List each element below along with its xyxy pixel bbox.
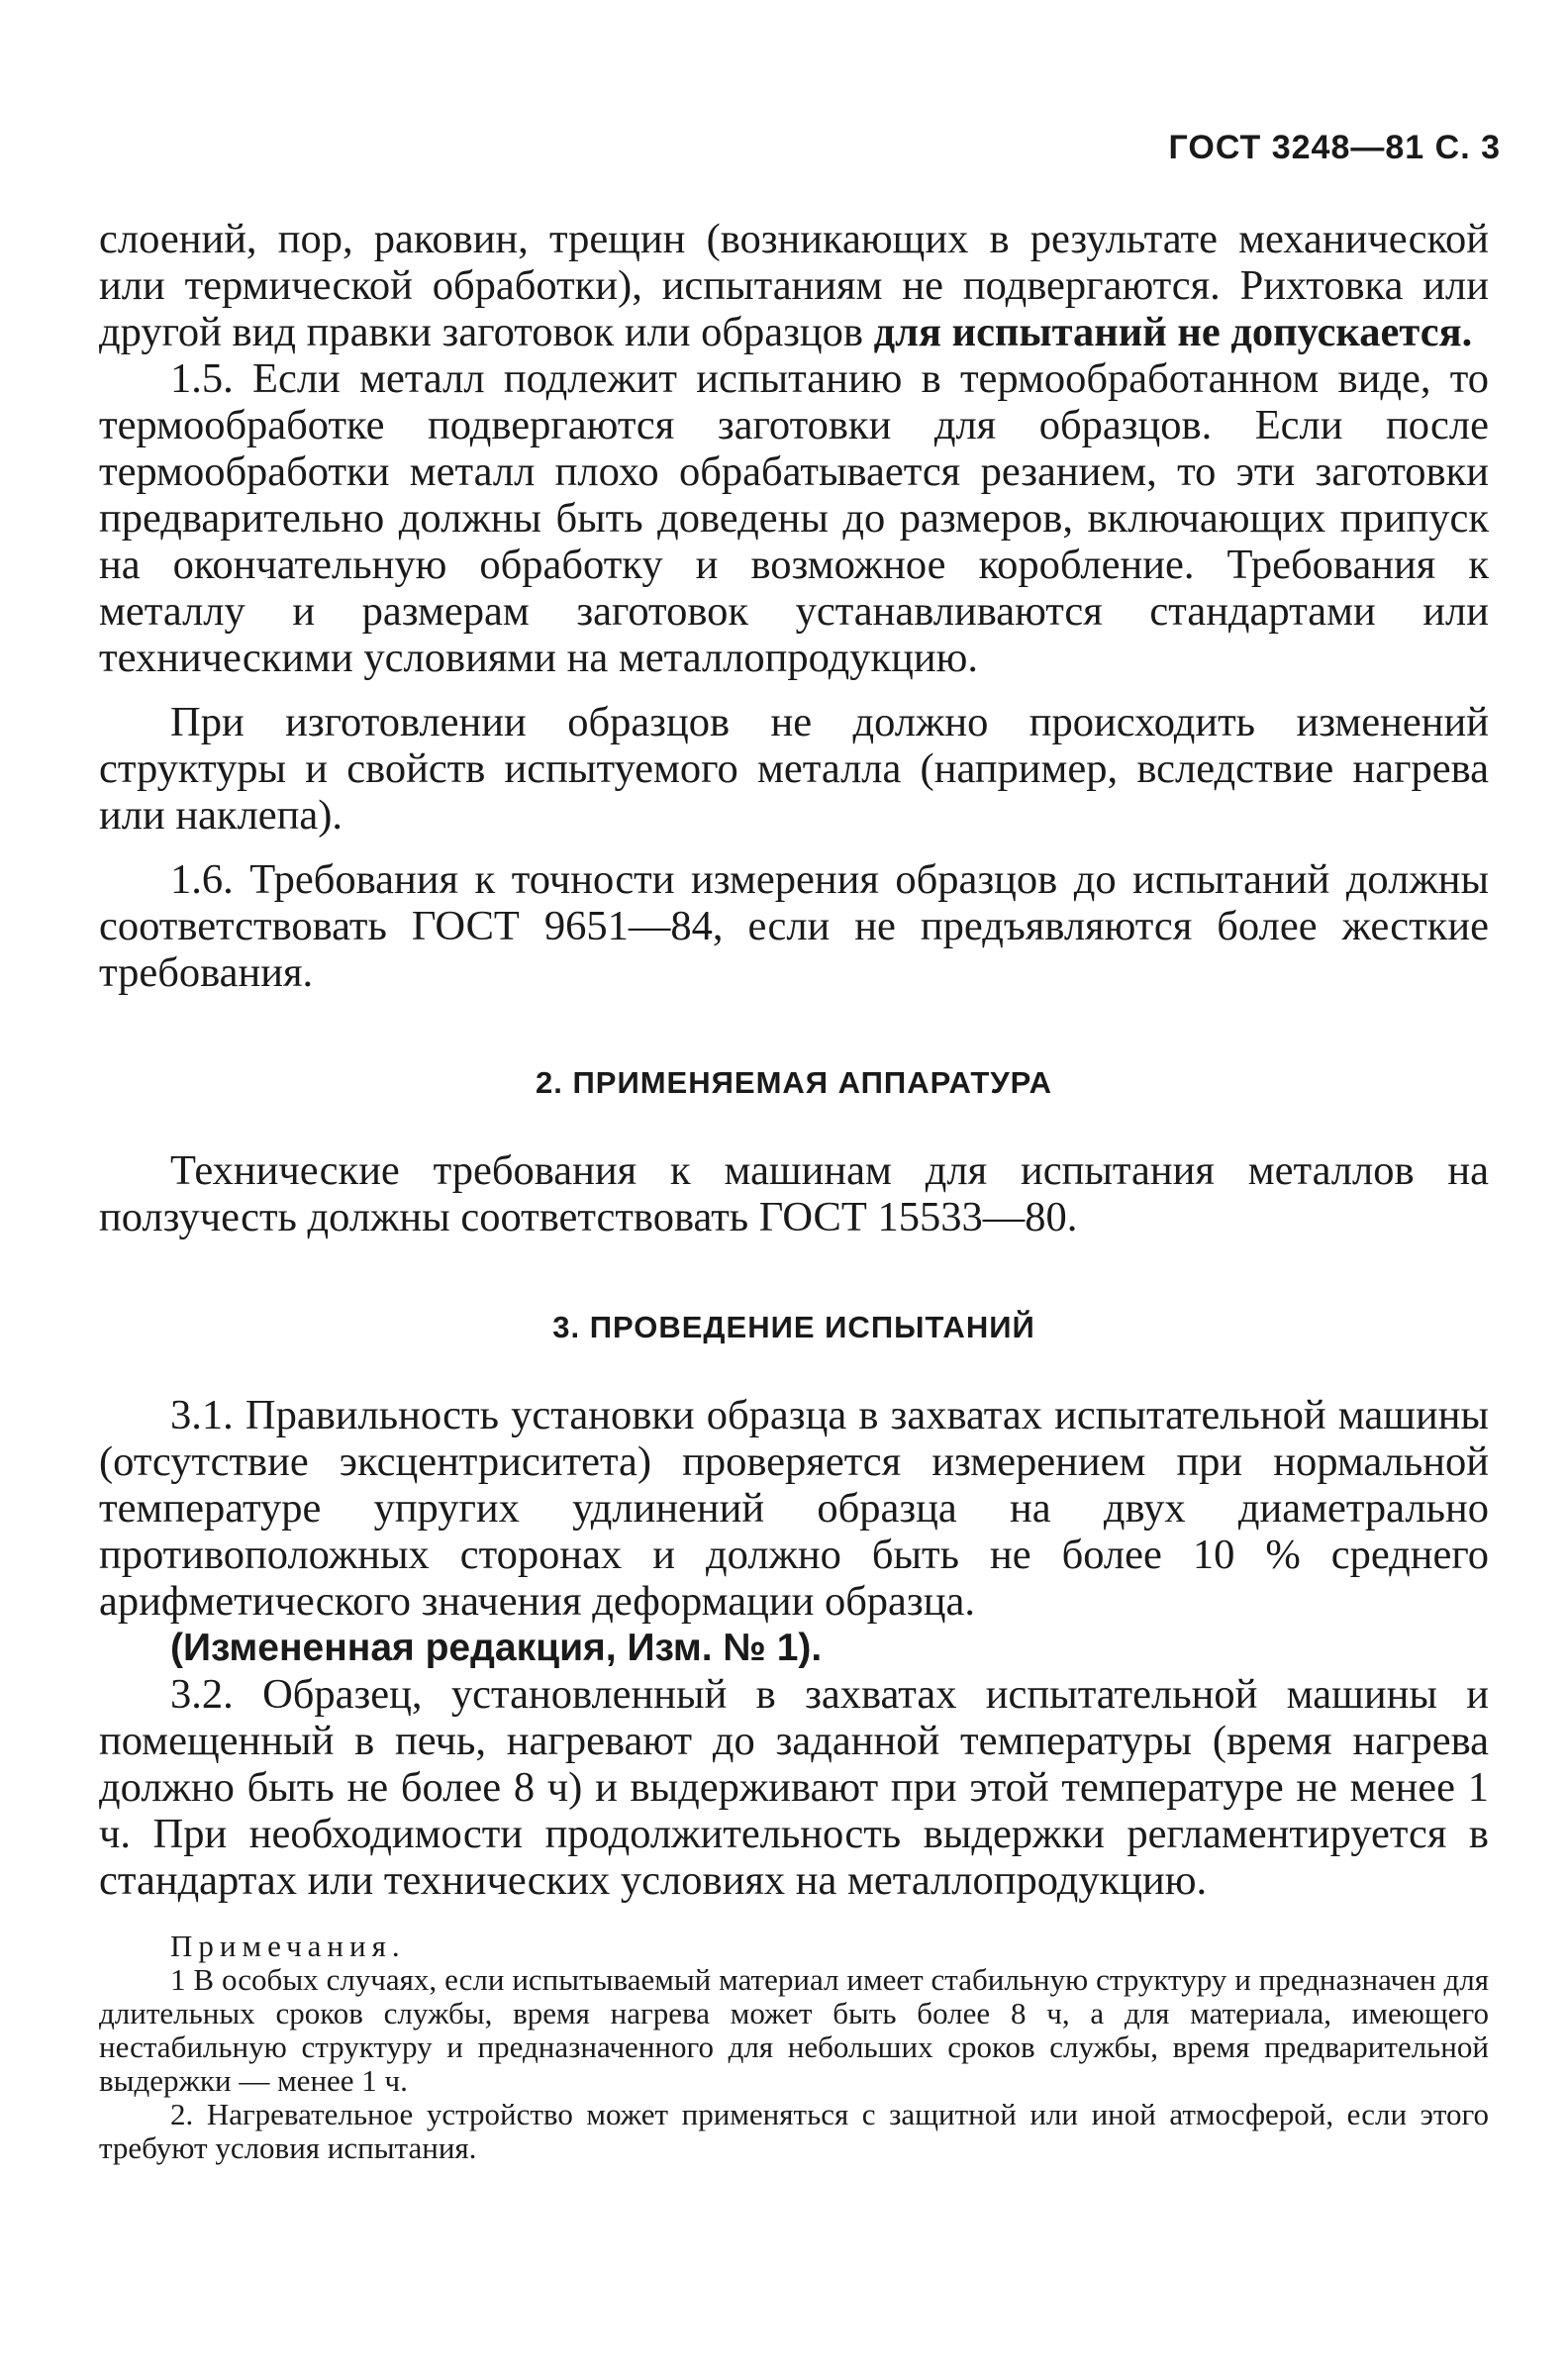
paragraph-manufacturing: При изготовлении образцов не должно происходить изменений структуры и свойств испытуемого металла (например, вследствие нагрева или наклепа). [99, 699, 1489, 839]
notes-title: Примечания. [170, 1929, 406, 1963]
bold-phrase: для испытаний не допускается. [873, 309, 1473, 355]
paragraph-text: слоений, пор, раковин, трещин (возникающих в результате механической или термической обработки), испытаниям не подвергаются. Рихтовка или другой вид правки заготовок или образцов [99, 216, 1489, 355]
paragraph-1-6: 1.6. Требования к точности измерения образцов до испытаний должны соответствовать ГОСТ 9651—84, если не предъявляются более жесткие требования. [99, 856, 1489, 996]
paragraph-1-5: 1.5. Если металл подлежит испытанию в термообработанном виде, то термообработке подвергаются заготовки для образцов. Если после термообработки металл плохо обрабатывается резанием, то эти заготовки предварительно должны быть доведены до размеров, включающих припуск на окончательную обработку и возможное коробление. Требования к металлу и размерам заготовок устанавливаются стандартами или техническими условиями на металлопродукцию. [99, 355, 1489, 681]
paragraph-3-2: 3.2. Образец, установленный в захватах испытательной машины и помещенный в печь, нагревают до заданной температуры (время нагрева должно быть не более 8 ч) и выдерживают при этой температуре не менее 1 ч. При необходимости продолжительность выдержки регламентируется в стандартах или технических условиях на металлопродукцию. [99, 1671, 1489, 1904]
section-2-title: 2. ПРИМЕНЯЕМАЯ АППАРАТУРА [536, 1065, 1052, 1100]
notes-block [99, 1930, 1489, 2165]
section-2-text: Технические требования к машинам для испытания металлов на ползучесть должны соответствовать ГОСТ 15533—80. [99, 1147, 1489, 1240]
paragraph-3-1: 3.1. Правильность установки образца в захватах испытательной машины (отсутствие эксцентриситета) проверяется измерением при нормальной температуре упругих удлинений образца на двух диаметрально противоположных сторонах и должно быть не более 10 % среднего арифметического значения деформации образца. [99, 1392, 1489, 1625]
running-header: ГОСТ 3248—81 С. 3 [1168, 129, 1501, 166]
paragraph-continuation [99, 216, 1489, 355]
section-3-title: 3. ПРОВЕДЕНИЕ ИСПЫТАНИЙ [552, 1310, 1035, 1344]
note-2: 2. Нагревательное устройство может применяться с защитной или иной атмосферой, если этого требуют условия испытания. [99, 2097, 1489, 2165]
amendment-note: (Измененная редакция, Изм. № 1). [170, 1627, 823, 1669]
note-1: 1 В особых случаях, если испытываемый материал имеет стабильную структуру и предназначен для длительных сроков службы, время нагрева может быть более 8 ч, а для материала, имеющего нестабильную структуру и предназначенного для небольших сроков службы, время предварительной выдержки — менее 1 ч. [99, 1962, 1489, 2098]
body-text [99, 216, 1489, 2165]
